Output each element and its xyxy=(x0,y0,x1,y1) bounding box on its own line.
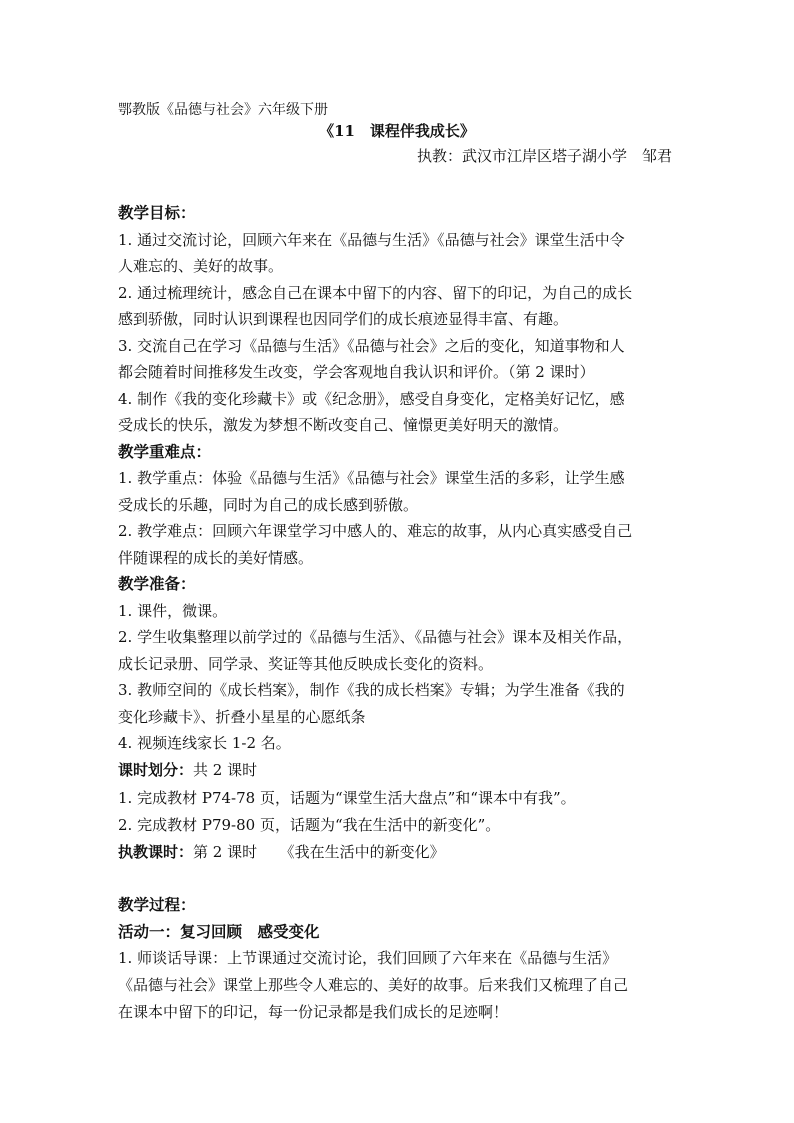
objective-line: 都会随着时间推移发生改变，学会客观地自我认识和评价。（第 2 课时） xyxy=(118,363,595,381)
objective-line: 4. 制作《我的变化珍藏卡》或《纪念册》，感受自身变化，定格美好记忆，感 xyxy=(118,390,625,408)
objective-line: 2. 通过梳理统计，感念自己在课本中留下的内容、留下的印记，为自己的成长 xyxy=(118,284,633,302)
preparation-line: 变化珍藏卡》、折叠小星星的心愿纸条 xyxy=(118,708,366,726)
key-point-line: 2. 教学难点：回顾六年课堂学习中感人的、难忘的故事，从内心真实感受自己 xyxy=(118,522,633,540)
objective-line: 1. 通过交流讨论，回顾六年来在《品德与生活》《品德与社会》课堂生活中令 xyxy=(118,231,625,249)
objectives-heading: 教学目标： xyxy=(118,204,196,222)
edition-line: 鄂教版《品德与社会》六年级下册 xyxy=(118,102,328,118)
teaching-period-value: 第 2 课时 《我在生活中的新变化》 xyxy=(193,843,445,861)
key-point-line: 伴随课程的成长的美好情感。 xyxy=(118,549,314,567)
objective-line: 受成长的快乐，激发为梦想不断改变自己、憧憬更美好明天的激情。 xyxy=(118,416,569,434)
schedule-line xyxy=(118,756,678,784)
schedule-value: 共 2 课时 xyxy=(193,761,258,779)
schedule-item: 1. 完成教材 P74-78 页，话题为“课堂生活大盘点”和“课本中有我”。 xyxy=(118,789,576,807)
key-point-line: 1. 教学重点：体验《品德与生活》《品德与社会》课堂生活的多彩，让学生感 xyxy=(118,469,625,487)
objective-line: 感到骄傲，同时认识到课程也因同学们的成长痕迹显得丰富、有趣。 xyxy=(118,310,569,328)
author-line: 执教：武汉市江岸区塔子湖小学 邹君 xyxy=(416,147,672,165)
objective-line: 人难忘的、美好的故事。 xyxy=(118,257,284,275)
process-line: 《品德与社会》课堂上那些令人难忘的、美好的故事。后来我们又梳理了自己 xyxy=(118,976,629,994)
process-line: 在课本中留下的印记，每一份记录都是我们成长的足迹啊！ xyxy=(118,1003,509,1021)
lesson-title: 《11 课程伴我成长》 xyxy=(319,122,475,140)
schedule-item: 2. 完成教材 P79-80 页，话题为“我在生活中的新变化”。 xyxy=(118,816,501,834)
schedule-label: 课时划分： xyxy=(118,761,194,779)
preparation-line: 3. 教师空间的《成长档案》，制作《我的成长档案》专辑；为学生准备《我的 xyxy=(118,681,625,699)
teaching-period-label: 执教课时： xyxy=(118,843,194,861)
process-heading: 教学过程： xyxy=(118,896,196,914)
preparation-line: 2. 学生收集整理以前学过的《品德与生活》、《品德与社会》课本及相关作品， xyxy=(118,628,633,646)
preparation-line: 4. 视频连线家长 1-2 名。 xyxy=(118,734,291,752)
preparation-heading: 教学准备： xyxy=(118,575,196,593)
objective-line: 3. 交流自己在学习《品德与生活》《品德与社会》之后的变化，知道事物和人 xyxy=(118,337,625,355)
key-point-line: 受成长的乐趣，同时为自己的成长感到骄傲。 xyxy=(118,496,419,514)
preparation-line: 1. 课件，微课。 xyxy=(118,602,228,620)
teaching-period-line xyxy=(118,838,678,866)
key-points-heading: 教学重难点： xyxy=(118,443,212,461)
activity-heading: 活动一：复习回顾 感受变化 xyxy=(118,923,320,941)
process-line: 1. 师谈话导课：上节课通过交流讨论，我们回顾了六年来在《品德与生活》 xyxy=(118,949,618,967)
preparation-line: 成长记录册、同学录、奖证等其他反映成长变化的资料。 xyxy=(118,655,494,673)
